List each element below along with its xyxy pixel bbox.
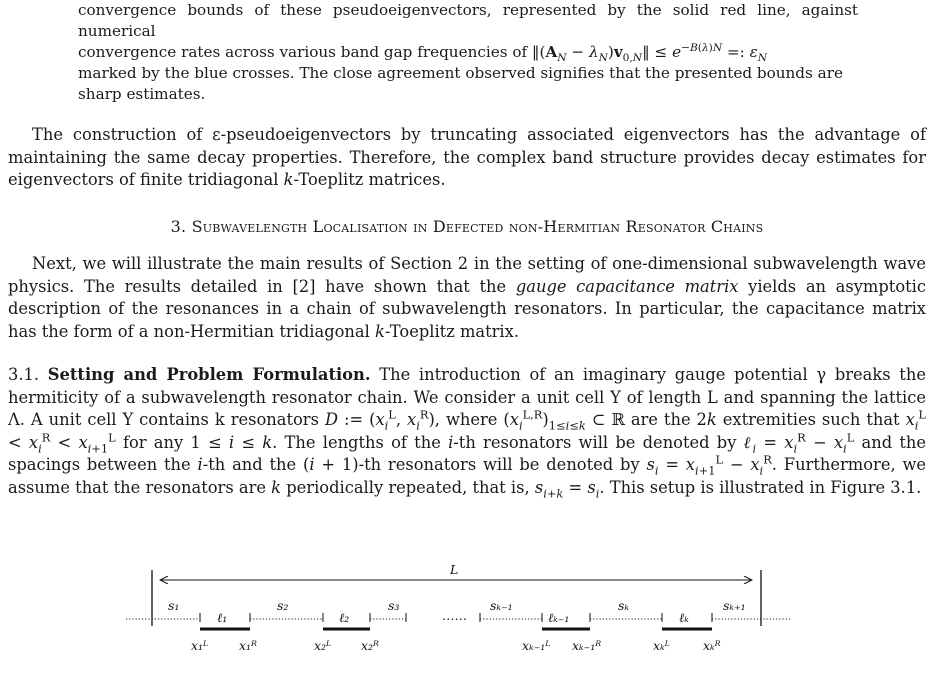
endpoint-x2R: x₂ᴿ: [361, 638, 379, 653]
endpoint-x2L: x₂ᴸ: [314, 638, 332, 653]
spacing-label-sk: sₖ: [618, 598, 629, 613]
caption-line-3: sharp estimates.: [78, 85, 206, 103]
subsection-body: The introduction of an imaginary gauge potential γ breaks the hermiticity of a subwavelength resonator chain. We consider a unit cell Y of length L and spanning the lattice Λ. A unit cell Y contains k resonators D := ($x_i^L$, $x_i^R$), where $(x_i^{L,R})_{1\le i\le k}$ ⊂ ℝ are the 2k extremities such that $x_i^L < x_i^R < x_{i+1}^L$ for any 1 ≤ i ≤ k. The lengths of the i-th resonators will be denoted by ℓ$_i$ = $x_i^R - x_i^L$ and the spacings between the i-th and the (i + 1)-th resonators will be denoted by $s_i = x_{i+1}^L - x_i^R$. Furthermore, we assume that the resonators are k periodically repeated, that is, $s_{i+k} = s_i$. This setup is illustrated in Figure 3.1.: [8, 365, 927, 500]
subsection-title: Setting and Problem Formulation.: [47, 365, 371, 384]
dots-middle: ……: [442, 608, 467, 623]
endpoint-xk-1R: xₖ₋₁ᴿ: [572, 638, 602, 653]
section-heading: 3. Subwavelength Localisation in Defected non-Hermitian Resonator Chains: [170, 217, 764, 236]
paragraph-pseudoeigenvectors: The construction of ε-pseudoeigenvectors by truncating associated eigenvectors has the advantage of maintaining the same decay properties. Therefore, the complex band structure provides decay estimates for eigenvectors of finite tridiagonal k-Toeplitz matrices.: [8, 125, 926, 189]
endpoint-xk-1L: xₖ₋₁ᴸ: [522, 638, 551, 653]
subsection-setting: [8, 364, 926, 499]
resonator-label-lk-1: ℓₖ₋₁: [548, 610, 570, 625]
paragraph-intro-section: Next, we will illustrate the main results of Section 2 in the setting of one-dimensional subwavelength wave physics. The results detailed in [2] have shown that the gauge capacitance matrix yields an asymptotic description of the resonances in a chain of subwavelength resonators. In particular, the capacitance matrix has the form of a non-Hermitian tridiagonal k-Toeplitz matrix.: [8, 254, 927, 341]
endpoint-x1R: x₁ᴿ: [239, 638, 257, 653]
resonator-label-lk: ℓₖ: [679, 610, 689, 625]
subsection-number: 3.1.: [8, 365, 40, 384]
endpoint-xkL: xₖᴸ: [653, 638, 670, 653]
resonator-label-l2: ℓ₂: [339, 610, 350, 625]
endpoint-xkR: xₖᴿ: [703, 638, 721, 653]
figure-caption-fragment: [0, 0, 934, 103]
spacing-label-sk+1: sₖ₊₁: [723, 598, 746, 613]
caption-line-1: convergence rates across various band gap frequencies of $‖(A_N$ − $\lambda_N)v_{0,N}‖ \le e^{-B(\lambda)N}$ =: $\varepsilon_N$: [78, 40, 768, 65]
resonator-label-l1: ℓ₁: [217, 610, 228, 625]
spacing-label-sk-1: sₖ₋₁: [490, 598, 513, 613]
endpoint-x1L: x₁ᴸ: [191, 638, 209, 653]
spacing-label-s2: s₂: [277, 598, 289, 613]
spacing-label-s3: s₃: [388, 598, 400, 613]
caption-line-0: convergence bounds of these pseudoeigenvectors, represented by the solid red line, against numerical: [78, 1, 858, 40]
spacing-label-s1: s₁: [168, 598, 180, 613]
length-label: L: [450, 562, 459, 577]
figure-resonator-chain: [100, 556, 820, 676]
caption-line-2: marked by the blue crosses. The close agreement observed signifies that the presented bounds are: [78, 64, 843, 82]
